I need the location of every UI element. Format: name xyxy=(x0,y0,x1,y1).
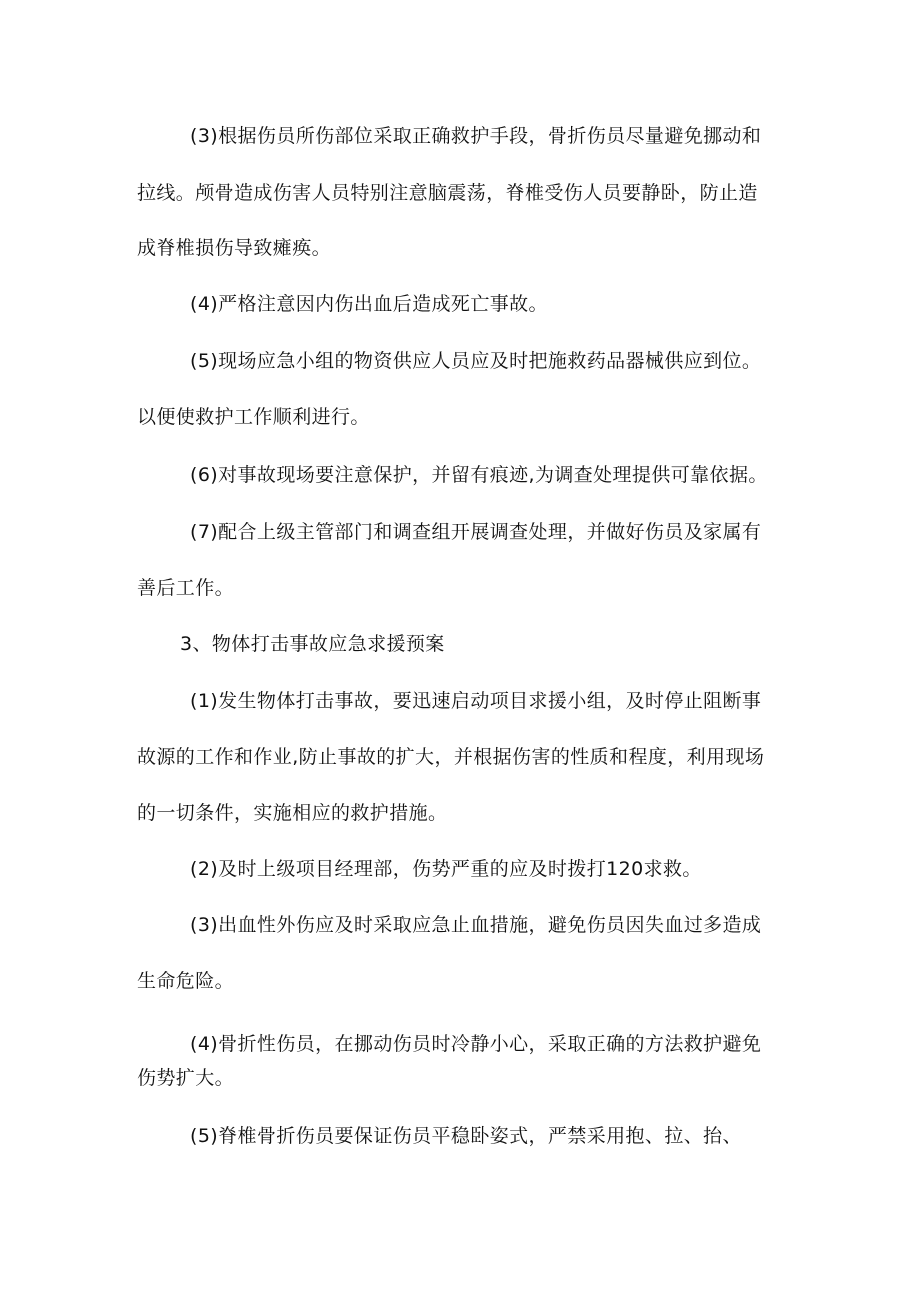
paragraph-line: (3)出血性外伤应及时采取应急止血措施，避免伤员因失血过多造成 xyxy=(190,914,762,936)
paragraph-line: 伤势扩大。 xyxy=(137,1067,235,1089)
paragraph-line: (4)骨折性伤员，在挪动伤员时冷静小心，采取正确的方法救护避免 xyxy=(190,1033,762,1055)
paragraph-line: (1)发生物体打击事故，要迅速启动项目求援小组，及时停止阻断事 xyxy=(190,690,762,712)
paragraph-line: (5)脊椎骨折伤员要保证伤员平稳卧姿式，严禁采用抱、拉、抬、 xyxy=(190,1125,742,1147)
paragraph-line: (4)严格注意因内伤出血后造成死亡事故。 xyxy=(190,293,548,315)
paragraph-line: (2)及时上级项目经理部，伤势严重的应及时拨打120求救。 xyxy=(190,858,702,880)
paragraph-line: (7)配合上级主管部门和调查组开展调查处理，并做好伤员及家属有 xyxy=(190,521,762,543)
paragraph-line: (5)现场应急小组的物资供应人员应及时把施救药品器械供应到位。 xyxy=(190,350,762,372)
paragraph-line: 拉线。颅骨造成伤害人员特别注意脑震荡，脊椎受伤人员要静卧，防止造 xyxy=(137,182,758,204)
paragraph-line: 成脊椎损伤导致瘫痪。 xyxy=(137,237,332,259)
paragraph-line: (3)根据伤员所伤部位采取正确救护手段，骨折伤员尽量避免挪动和 xyxy=(190,125,762,147)
paragraph-line: 善后工作。 xyxy=(137,577,235,599)
paragraph-line: (6)对事故现场要注意保护，并留有痕迹,为调查处理提供可靠依据。 xyxy=(190,464,768,486)
paragraph-line: 生命危险。 xyxy=(137,970,235,992)
section-heading: 3、物体打击事故应急求援预案 xyxy=(180,633,445,655)
paragraph-line: 以便使救护工作顺利进行。 xyxy=(137,406,370,428)
paragraph-line: 故源的工作和作业,防止事故的扩大，并根据伤害的性质和程度，利用现场 xyxy=(137,746,765,768)
paragraph-line: 的一切条件，实施相应的救护措施。 xyxy=(137,802,448,824)
